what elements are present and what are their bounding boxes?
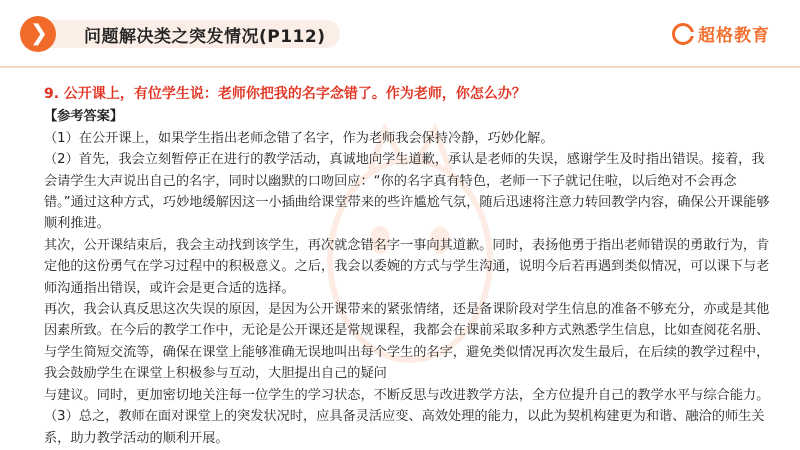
paragraph: （1）在公开课上，如果学生指出老师念错了名字，作为老师我会保持冷静，巧妙化解。 (44, 130, 554, 146)
paragraph: 与建议。同时，更加密切地关注每一位学生的学习状态，不断反思与改进教学方法，全方位提升自己的教学水平与综合能力。 (44, 387, 770, 403)
paragraph: 其次，公开课结束后，我会主动找到该学生，再次就念错名字一事向其道歉。同时，表扬他勇于指出老师错误的勇敢行为，肯定他的这份勇气在学习过程中的积极意义。之后，我会以委婉的方式与学生沟通，说明今后若再遇到类似情况，可以课下与老师沟通指出错误，或许会是更合适的选择。 (44, 237, 770, 296)
arrow-icon: ❯ (20, 16, 56, 52)
answer-content (44, 84, 774, 449)
header-bar (0, 0, 800, 66)
answer-heading: 【参考答案】 (44, 109, 124, 125)
paragraph: （2）首先，我会立刻暂停正在进行的教学活动，真诚地向学生道歉，承认是老师的失误，感谢学生及时指出错误。接着，我会请学生大声说出自己的名字，同时以幽默的口吻回应：“你的名字真有特色，老师一下子就记住啦，以后绝对不会再念错。”通过这种方式，巧妙地缓解因这一小插曲给课堂带来的些许尴尬气氛，随后迅速将注意力转回教学内容，确保公开课能够顺利推进。 (44, 152, 770, 232)
paragraph: （3）总之，教师在面对课堂上的突发状况时，应具备灵活应变、高效处理的能力，以此为契机构建更为和谐、融洽的师生关系，助力教学活动的顺利开展。 (44, 409, 765, 446)
logo-mark-icon (672, 23, 694, 45)
question-text: 9. 公开课上，有位学生说：老师你把我的名字念错了。作为老师，你怎么办？ (44, 86, 526, 102)
page-title: 问题解决类之突发情况(P112) (84, 27, 326, 47)
paragraph: 再次，我会认真反思这次失误的原因，是因为公开课带来的紧张情绪，还是备课阶段对学生信息的准备不够充分，亦或是其他因素所致。在今后的教学工作中，无论是公开课还是常规课程，我都会在课前采取多种方式熟悉学生信息，比如查阅花名册、与学生简短交流等，确保在课堂上能够准确无误地叫出每个学生的名字，避免类似情况再次发生最后，在后续的教学过程中，我会鼓励学生在课堂上积极参与互动，大胆提出自己的疑问 (44, 302, 770, 382)
brand-logo (672, 21, 770, 46)
header-divider (0, 66, 800, 68)
logo-text: 超格教育 (698, 26, 770, 46)
